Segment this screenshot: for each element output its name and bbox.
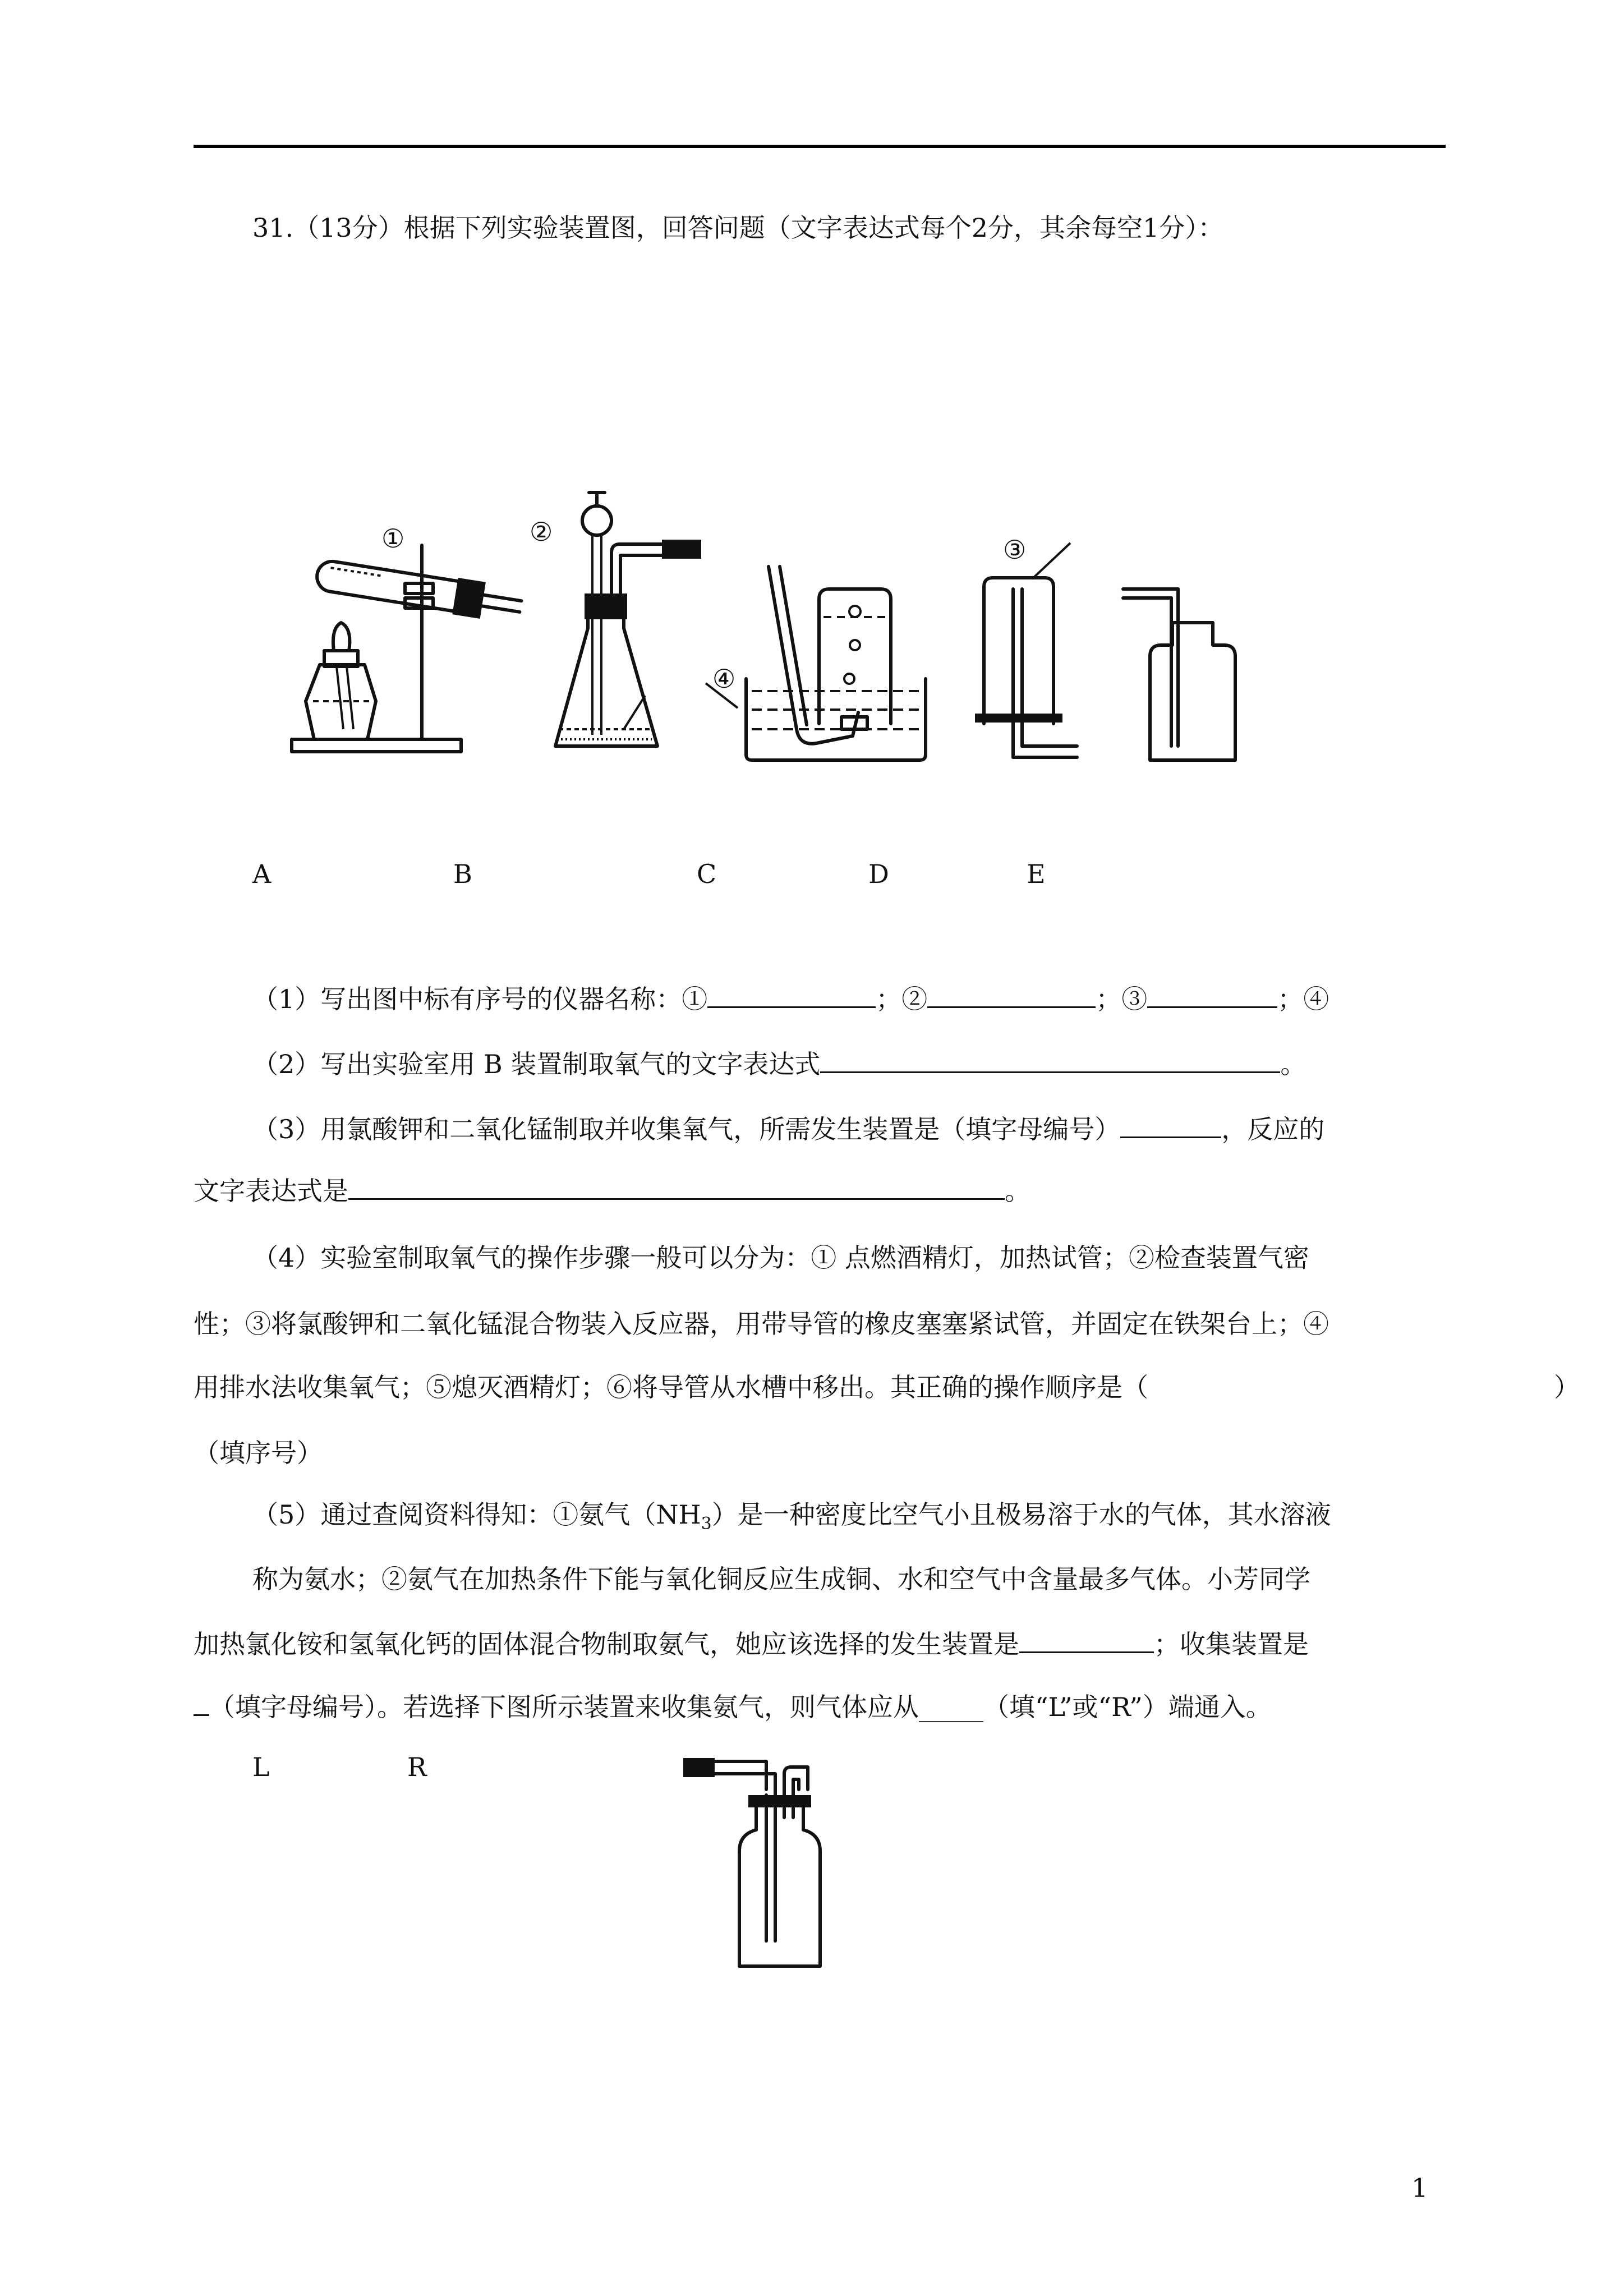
page-number: 1 bbox=[1411, 2173, 1428, 2203]
answer-blank-ammonia-generator[interactable] bbox=[1019, 1627, 1154, 1653]
apparatus-d bbox=[975, 543, 1077, 757]
part-2: （2）写出实验室用 B 装置制取氧气的文字表达式 。 bbox=[252, 1047, 1306, 1081]
label-b: B bbox=[453, 859, 472, 889]
marker-2: ② bbox=[530, 517, 553, 547]
answer-blank-ammonia-collector[interactable] bbox=[194, 1690, 209, 1716]
bottle-label-l: L bbox=[252, 1752, 270, 1782]
part-4-line-3: 用排水法收集氧气；⑤熄灭酒精灯；⑥将导管从水槽中移出。其正确的操作顺序是（ bbox=[194, 1372, 1148, 1402]
apparatus-c bbox=[706, 567, 926, 760]
question-heading: 31.（13分）根据下列实验装置图，回答问题（文字表达式每个2分，其余每空1分）： bbox=[252, 213, 1224, 243]
label-e: E bbox=[1027, 859, 1046, 889]
part-4-line-2: 性；③将氯酸钾和二氧化锰混合物装入反应器，用带导管的橡皮塞塞紧试管，并固定在铁架台上；④ bbox=[194, 1309, 1329, 1339]
answer-blank-3[interactable] bbox=[1147, 982, 1277, 1008]
answer-blank-generator[interactable] bbox=[1120, 1112, 1221, 1138]
label-d: D bbox=[868, 859, 889, 889]
answer-blank-1[interactable] bbox=[707, 982, 876, 1008]
bottle-label-r: R bbox=[407, 1752, 427, 1782]
part-5-line-3: 加热氯化铵和氢氧化钙的固体混合物制取氨气，她应该选择的发生装置是 ；收集装置是 bbox=[194, 1627, 1309, 1661]
answer-blank-2[interactable] bbox=[927, 982, 1096, 1008]
part-1: （1）写出图中标有序号的仪器名称：① ；② ；③ ；④ bbox=[252, 982, 1329, 1016]
marker-1: ① bbox=[381, 523, 405, 554]
part-4-line-4: （填序号） bbox=[194, 1438, 323, 1468]
apparatus-e bbox=[1123, 589, 1235, 760]
marker-4: ④ bbox=[712, 664, 736, 694]
gas-bottle-lr bbox=[683, 1758, 820, 1966]
apparatus-b bbox=[555, 493, 701, 746]
marker-3: ③ bbox=[1003, 535, 1027, 565]
part-3-line-2: 文字表达式是 。 bbox=[194, 1174, 1030, 1208]
answer-blank-equation-b[interactable] bbox=[820, 1047, 1280, 1073]
part-5-line-1: （5）通过查阅资料得知：①氨气$(NH_3)$是一种密度比空气小且极易溶于水的气体，其水溶液 bbox=[252, 1499, 1331, 1534]
label-a: A bbox=[252, 859, 272, 889]
label-c: C bbox=[697, 859, 717, 889]
part-4-line-1: （4）实验室制取氧气的操作步骤一般可以分为：① 点燃酒精灯，加热试管；②检查装置气密 bbox=[252, 1243, 1309, 1273]
part-5-line-2: 称为氨水；②氨气在加热条件下能与氧化铜反应生成铜、水和空气中含量最多气体。小芳同学 bbox=[252, 1564, 1310, 1594]
part-5-line-4: （填字母编号）。若选择下图所示装置来收集氨气，则气体应从_____（填“L”或“R”）端通入。 bbox=[194, 1690, 1272, 1724]
part-4-close-paren: ） bbox=[1554, 1372, 1580, 1402]
apparatus-a bbox=[292, 545, 523, 752]
part-3-line-1: （3）用氯酸钾和二氧化锰制取并收集氧气，所需发生装置是（填字母编号） ，反应的 bbox=[252, 1112, 1324, 1146]
answer-blank-equation-kclo3[interactable] bbox=[348, 1174, 1005, 1200]
